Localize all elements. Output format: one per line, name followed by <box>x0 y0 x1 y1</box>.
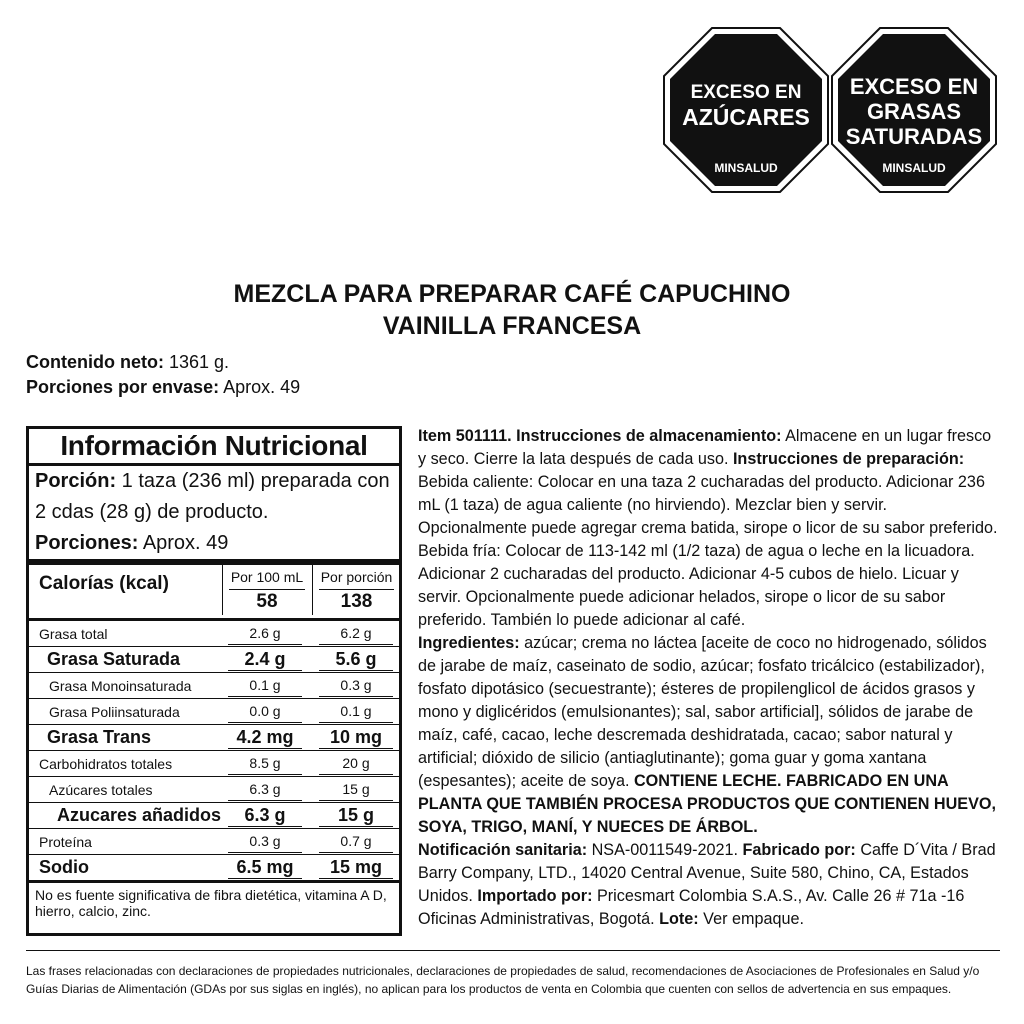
table-row <box>29 751 399 777</box>
servings-per-container <box>26 377 300 398</box>
seal-line: GRASAS <box>866 99 962 124</box>
col-per-100ml <box>222 565 311 615</box>
value-per-100ml: 8.5 g <box>228 752 302 775</box>
preparation-label: Instrucciones de preparación: <box>732 450 965 468</box>
product-information <box>418 425 998 931</box>
divider <box>26 950 1000 951</box>
portion-block <box>29 466 399 565</box>
importer-label: Importado por: <box>477 887 593 905</box>
nutrient-name: Grasa Trans <box>47 727 152 747</box>
warning-seal-azucares <box>662 26 830 194</box>
calories-per-portion: 138 <box>340 591 373 612</box>
net-content-label: Contenido neto: <box>26 352 164 372</box>
sanitary-notification-label: Notificación sanitaria: <box>418 841 588 859</box>
value-per-100ml: 6.3 g <box>228 778 302 801</box>
table-row <box>29 647 399 673</box>
nutrient-name: Proteína <box>39 834 92 850</box>
seal-line: AZÚCARES <box>682 104 810 130</box>
value-per-portion: 0.3 g <box>319 674 393 697</box>
servings-value: Aprox. 49 <box>219 377 301 397</box>
sanitary-notification-text: NSA-0011549-2021. <box>587 841 743 859</box>
calories-per-100ml: 58 <box>256 591 278 612</box>
seal-line: EXCESO EN <box>690 82 802 103</box>
value-per-100ml: 2.4 g <box>228 648 302 671</box>
table-row <box>29 673 399 699</box>
value-per-portion: 20 g <box>319 752 393 775</box>
table-row <box>29 699 399 725</box>
value-per-100ml: 0.0 g <box>228 700 302 723</box>
net-content <box>26 352 229 373</box>
value-per-100ml: 6.3 g <box>228 804 302 827</box>
manufacturer-label: Fabricado por: <box>742 841 856 859</box>
storage-text: Almacene en un lugar fresco y seco. Cierre la lata después de cada uso. <box>418 427 992 468</box>
product-title-line2: VAINILLA FRANCESA <box>382 312 642 340</box>
lot-text: Ver empaque. <box>698 910 804 928</box>
value-per-portion: 6.2 g <box>319 622 393 645</box>
value-per-portion: 15 g <box>319 804 393 827</box>
nutrient-name: Carbohidratos totales <box>39 756 173 772</box>
product-title <box>0 278 1024 342</box>
table-row <box>29 725 399 751</box>
nutrition-heading: Información Nutricional <box>29 429 399 466</box>
allergen-warning: CONTIENE LECHE. FABRICADO EN UNA PLANTA QUE TAMBIÉN PROCESA PRODUCTOS QUE CONTIENEN HUEVO, SOYA, TRIGO, MANÍ, Y NUECES DE ÁRBOL. <box>418 772 996 836</box>
servings-label: Porciones por envase: <box>26 377 220 397</box>
value-per-100ml: 2.6 g <box>228 622 302 645</box>
table-row <box>29 855 399 883</box>
ingredients-text: azúcar; crema no láctea [aceite de coco no hidrogenado, sólidos de jarabe de maíz, caseinato de sodio, azúcar; fosfato tricálcico (estabilizador), fosfato dipotásico (secuestrante); ésteres de propilenglicol de ácidos grasos y mono y diglicéridos (emulsionantes); sal, sabor artificial], sólidos de jarabe de maíz, café, cacao, leche descremada deshidratada, cacao; sabor natural y artificial; dióxido de silicio (antiaglutinante); goma guar y goma xantana (espesantes); aceite de soya. <box>418 634 987 790</box>
nutrient-name: Grasa Poliinsaturada <box>49 704 180 720</box>
nutrient-name: Azúcares totales <box>49 782 153 798</box>
value-per-100ml: 4.2 mg <box>228 726 302 749</box>
value-per-portion: 0.1 g <box>319 700 393 723</box>
net-content-value: 1361 g. <box>163 352 230 372</box>
nutrition-facts-table <box>26 426 402 936</box>
calories-label: Calorías (kcal) <box>39 573 169 594</box>
col1-header: Por 100 mL <box>229 565 305 590</box>
seal-authority: MINSALUD <box>714 161 778 175</box>
value-per-portion: 5.6 g <box>319 648 393 671</box>
col-per-portion <box>312 565 400 615</box>
col2-header: Por porción <box>319 565 394 590</box>
table-row <box>29 829 399 855</box>
seal-line: EXCESO EN <box>849 74 979 99</box>
lot-label: Lote: <box>659 910 699 928</box>
value-per-100ml: 0.1 g <box>228 674 302 697</box>
value-per-portion: 15 mg <box>319 856 393 879</box>
disclaimer: Las frases relacionadas con declaraciones de propiedades nutricionales, declaraciones de propiedades de salud, recomendaciones de Asociaciones de Profesionales en Salud y/o Guías Diarias de Alimentación (GDAs por sus siglas en inglés), no aplican para los productos de venta en Colombia que cuenten con sellos de advertencia en sus empaques. <box>26 964 980 996</box>
warning-seal-grasas <box>830 26 998 194</box>
seal-authority: MINSALUD <box>882 161 946 175</box>
product-title-line1: MEZCLA PARA PREPARAR CAFÉ CAPUCHINO <box>233 280 791 308</box>
portion-text: 1 taza (236 ml) preparada con 2 cdas (28 g) de producto. <box>35 470 390 523</box>
calories-row <box>29 565 399 621</box>
value-per-portion: 10 mg <box>319 726 393 749</box>
portions-text: Aprox. 49 <box>138 532 229 554</box>
table-row <box>29 621 399 647</box>
nutrient-name: Azucares añadidos <box>57 805 222 825</box>
seal-line: SATURADAS <box>845 124 983 149</box>
value-per-portion: 0.7 g <box>319 830 393 853</box>
table-row <box>29 803 399 829</box>
nutrient-name: Grasa total <box>39 626 108 642</box>
value-per-100ml: 0.3 g <box>228 830 302 853</box>
nutrient-name: Sodio <box>39 857 89 877</box>
storage-label: Item 501111. Instrucciones de almacenamiento: <box>418 427 782 445</box>
table-row <box>29 777 399 803</box>
preparation-text: Bebida caliente: Colocar en una taza 2 cucharadas del producto. Adicionar 236 mL (1 taza) de agua caliente (no hirviendo). Mezclar bien y servir. Opcionalmente puede agregar crema batida, sirope o licor de su sabor preferido. Bebida fría: Colocar de 113-142 ml (1/2 taza) de agua o leche en la licuadora. Adicionar 2 cucharadas del producto. Adicionar 4-5 cubos de hielo. Licuar y servir. Opcionalmente puede adicionar helados, sirope o licor de su sabor preferido. También lo puede adicionar al café. <box>418 473 998 629</box>
portions-label: Porciones: <box>35 532 139 554</box>
portion-label: Porción: <box>35 470 117 492</box>
manufacturer-text: Caffe D´Vita / Brad Barry Company, LTD., 14020 Central Avenue, Suite 580, Chino, CA, Estados Unidos. <box>418 841 996 905</box>
nutrient-name: Grasa Saturada <box>47 649 181 669</box>
nutrition-footnote: No es fuente significativa de fibra dietética, vitamina A D, hierro, calcio, zinc. <box>35 887 387 919</box>
value-per-portion: 15 g <box>319 778 393 801</box>
importer-text: Pricesmart Colombia S.A.S., Av. Calle 26 # 71a -16 Oficinas Administrativas, Bogotá. <box>418 887 965 928</box>
ingredients-label: Ingredientes: <box>418 634 520 652</box>
value-per-100ml: 6.5 mg <box>228 856 302 879</box>
nutrient-name: Grasa Monoinsaturada <box>49 678 192 694</box>
